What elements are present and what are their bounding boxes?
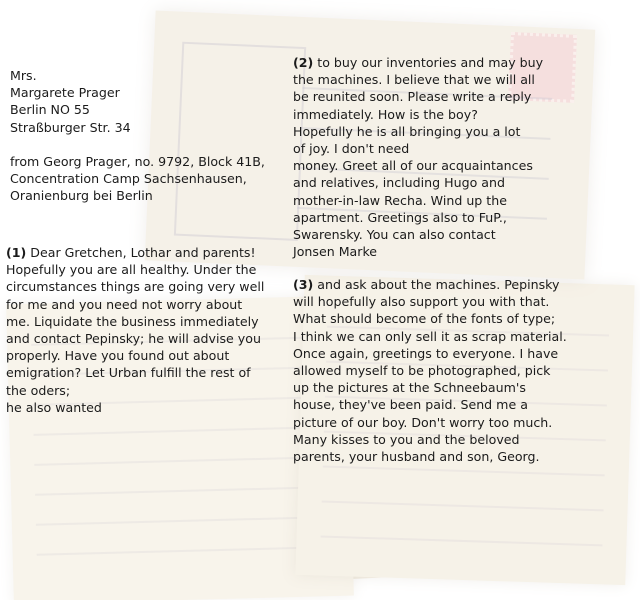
paragraph-1 [6,244,281,416]
paragraph-number: (1) [6,245,27,260]
paragraph-number: (2) [293,55,314,70]
paragraph-number: (3) [293,277,314,292]
paragraph-2 [293,54,578,260]
recipient-address: Mrs. Margarete Prager Berlin NO 55 Straßburger Str. 34 [10,68,131,135]
paragraph-3 [293,276,593,465]
paragraph-text: to buy our inventories and may buy the machines. I believe that we will all be reunited soon. Please write a reply immediately. How is the boy? Hopefully he is all bringing you a lot of joy. I don't need money. Greet all of our acquaintances and relatives, including Hugo and mother-in-law Recha. Wind up the apartment. Greetings also to FuP., Swarensky. You can also contact Jonsen Marke [293,55,544,260]
address-block [10,67,290,204]
sender-address: from Georg Prager, no. 9792, Block 41B, Concentration Camp Sachsenhausen, Oranienburg bei Berlin [10,153,265,204]
paragraph-text: and ask about the machines. Pepinsky will hopefully also support you with that. What should become of the fonts of type; I think we can only sell it as scrap material. Once again, greetings to everyone. I have allowed myself to be photographed, pick up the pictures at the Schneebaum's house, they've been paid. Send me a picture of our boy. Don't worry too much. Many kisses to you and the beloved parents, your husband and son, Georg. [293,277,567,465]
paragraph-text: Dear Gretchen, Lothar and parents! Hopefully you are all healthy. Under the circumstances things are going very well for me and you need not worry about me. Liquidate the business immediately and contact Pepinsky; he will advise you properly. Have you found out about emigration? Let Urban fulfill the rest of the oders; he also wanted [6,245,265,415]
